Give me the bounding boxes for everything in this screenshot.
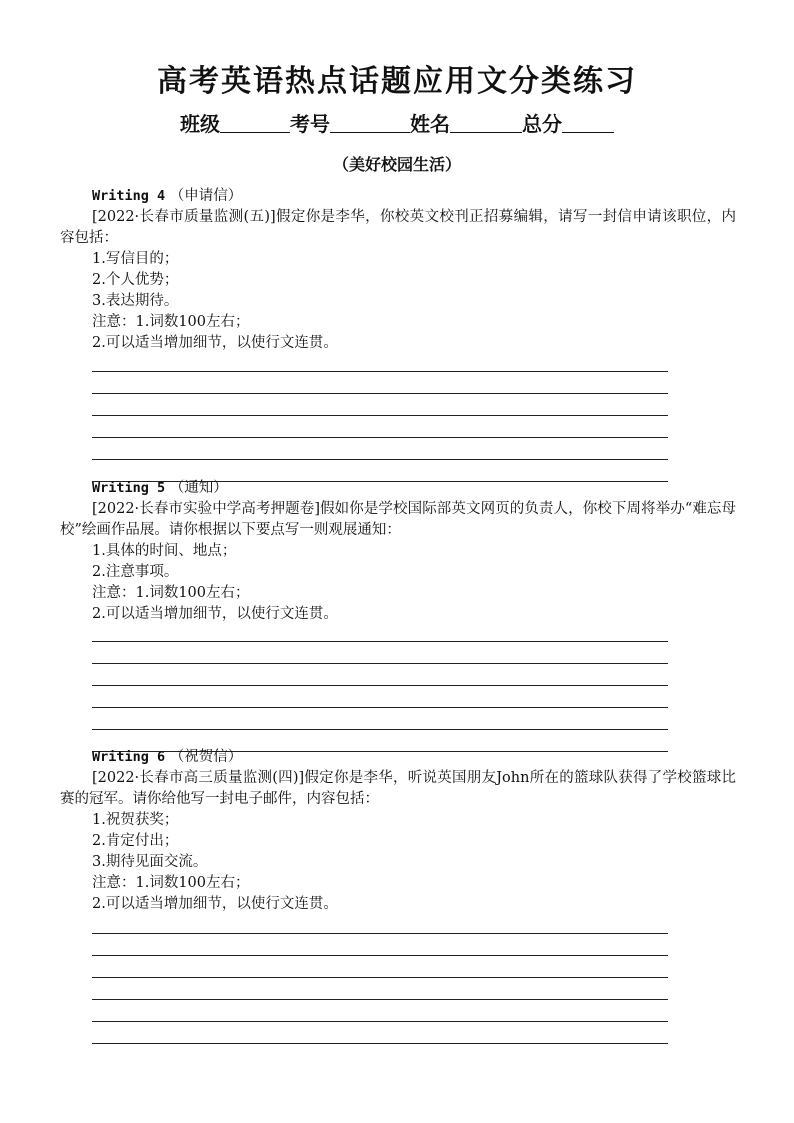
answer-lines-4[interactable] [92,350,668,482]
requirement-item: 2.注意事项。 [92,564,179,580]
exam-no-label: 考号 [290,112,330,136]
answer-lines-5[interactable] [92,620,668,752]
class-label: 班级 [180,112,220,136]
answer-line[interactable] [92,978,668,1000]
answer-line[interactable] [92,416,668,438]
score-label: 总分 [522,112,562,136]
student-info-line [0,110,794,138]
note-item: 注意：1.词数100左右； [92,875,250,891]
answer-line[interactable] [92,394,668,416]
requirement-item: 2.肯定付出； [92,833,179,849]
writing-section-4 [60,186,736,354]
requirement-item: 1.写信目的； [92,251,179,267]
answer-line[interactable] [92,642,668,664]
section-heading [60,186,736,207]
name-label: 姓名 [410,112,450,136]
section-heading [60,747,736,768]
answer-line[interactable] [92,1022,668,1044]
answer-line[interactable] [92,664,668,686]
note-item: 2.可以适当增加细节，以使行文连贯。 [92,896,338,912]
note-item: 注意：1.词数100左右； [92,585,250,601]
requirement-item: 2.个人优势； [92,272,179,288]
answer-line[interactable] [92,438,668,460]
score-blank[interactable] [562,112,614,133]
class-blank[interactable] [220,112,290,133]
answer-line[interactable] [92,350,668,372]
requirement-item: 1.祝贺获奖； [92,812,179,828]
requirement-item: 3.表达期待。 [92,293,179,309]
requirement-item: 3.期待见面交流。 [92,854,208,870]
note-item: 2.可以适当增加细节，以使行文连贯。 [92,606,338,622]
section-number: Writing 6 [92,749,166,765]
section-prompt: [2022·长春市质量监测(五)]假定你是李华，你校英文校刊正招募编辑，请写一封信申请该职位，内容包括： [60,209,736,246]
requirement-item: 1.具体的时间、地点； [92,543,237,559]
section-type: （祝贺信） [169,749,243,765]
answer-line[interactable] [92,686,668,708]
section-type: （申请信） [169,188,243,204]
section-number: Writing 5 [92,480,166,496]
answer-line[interactable] [92,708,668,730]
answer-line[interactable] [92,912,668,934]
section-prompt: [2022·长春市高三质量监测(四)]假定你是李华，听说英国朋友John所在的篮球队获得了学校篮球比赛的冠军。请你给他写一封电子邮件，内容包括： [60,770,736,807]
note-item: 2.可以适当增加细节，以使行文连贯。 [92,335,338,351]
page-subtitle: （美好校园生活） [332,155,461,174]
name-blank[interactable] [450,112,522,133]
section-prompt: [2022·长春市实验中学高考押题卷]假如你是学校国际部英文网页的负责人，你校下周将举办“难忘母校”绘画作品展。请你根据以下要点写一则观展通知： [60,501,736,538]
page-title: 高考英语热点话题应用文分类练习 [157,64,637,99]
answer-line[interactable] [92,1000,668,1022]
writing-section-6 [60,747,736,915]
answer-line[interactable] [92,934,668,956]
section-number: Writing 4 [92,188,166,204]
note-item: 注意：1.词数100左右； [92,314,250,330]
exam-no-blank[interactable] [330,112,410,133]
writing-section-5 [60,478,736,625]
answer-lines-6[interactable] [92,912,668,1044]
section-heading [60,478,736,499]
answer-line[interactable] [92,956,668,978]
answer-line[interactable] [92,372,668,394]
answer-line[interactable] [92,620,668,642]
section-type: （通知） [169,480,228,496]
